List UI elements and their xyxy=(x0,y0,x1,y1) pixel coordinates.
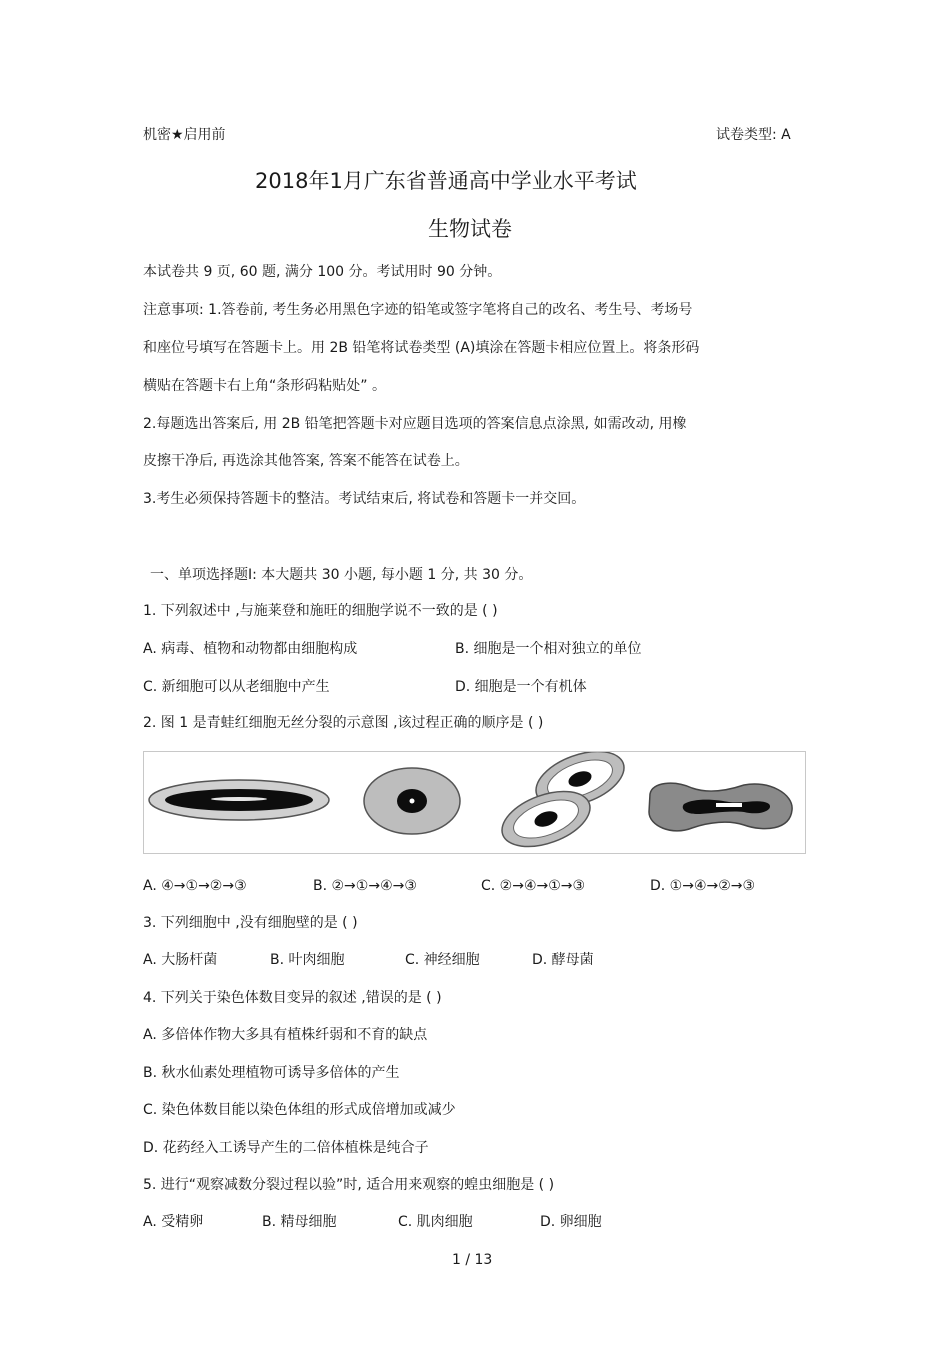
q1-option-d: D. 细胞是一个有机体 xyxy=(455,679,587,695)
q2-option-c: C. ②→④→①→③ xyxy=(481,878,586,894)
note-2-line-2: 皮擦干净后, 再选涂其他答案, 答案不能答在试卷上。 xyxy=(143,453,469,469)
q4-option-b: B. 秋水仙素处理植物可诱导多倍体的产生 xyxy=(143,1065,400,1081)
q3-option-d: D. 酵母菌 xyxy=(532,952,594,968)
exam-subtitle: 生物试卷 xyxy=(428,217,512,241)
q3-option-b: B. 叶肉细胞 xyxy=(270,952,345,968)
q3-option-c: C. 神经细胞 xyxy=(405,952,480,968)
q3-option-a: A. 大肠杆菌 xyxy=(143,952,218,968)
cell-figure-3 xyxy=(495,752,632,853)
q4-option-d: D. 花药经入工诱导产生的二倍体植株是纯合子 xyxy=(143,1140,429,1156)
note-1-line-2: 和座位号填写在答题卡上。用 2B 铅笔将试卷类型 (A)填涂在答题卡相应位置上。将条形码 xyxy=(143,340,700,356)
note-2-line-1: 2.每题选出答案后, 用 2B 铅笔把答题卡对应题目选项的答案信息点涂黑, 如需改动, 用橡 xyxy=(143,416,687,432)
cell-figure-4 xyxy=(649,783,792,831)
exam-info: 本试卷共 9 页, 60 题, 满分 100 分。考试用时 90 分钟。 xyxy=(143,264,502,280)
q3-stem: 3. 下列细胞中 ,没有细胞壁的是 ( ) xyxy=(143,915,358,931)
note-1-line-1: 注意事项: 1.答卷前, 考生务必用黑色字迹的铅笔或签字笔将自己的改名、考生号、考场号 xyxy=(143,302,693,318)
q2-option-b: B. ②→①→④→③ xyxy=(313,878,417,894)
cell-figure-2 xyxy=(364,768,460,834)
q2-option-a: A. ④→①→②→③ xyxy=(143,878,247,894)
q2-option-d: D. ①→④→②→③ xyxy=(650,878,756,894)
q5-option-d: D. 卵细胞 xyxy=(540,1214,602,1230)
paper-type-label: 试卷类型: A xyxy=(716,127,791,143)
confidential-label: 机密★启用前 xyxy=(143,127,226,143)
exam-title: 2018年1月广东省普通高中学业水平考试 xyxy=(255,169,637,193)
q5-stem: 5. 进行“观察减数分裂过程以验”时, 适合用来观察的蝗虫细胞是 ( ) xyxy=(143,1177,555,1193)
note-1-line-3: 横贴在答题卡右上角“条形码粘贴处” 。 xyxy=(143,378,386,394)
q5-option-b: B. 精母细胞 xyxy=(262,1214,337,1230)
note-3: 3.考生必须保持答题卡的整洁。考试结束后, 将试卷和答题卡一并交回。 xyxy=(143,491,586,507)
q2-stem: 2. 图 1 是青蛙红细胞无丝分裂的示意图 ,该过程正确的顺序是 ( ) xyxy=(143,715,544,731)
page-number: 1 / 13 xyxy=(452,1252,493,1268)
section-1-heading: 一、单项选择题Ⅰ: 本大题共 30 小题, 每小题 1 分, 共 30 分。 xyxy=(150,567,533,583)
q1-option-c: C. 新细胞可以从老细胞中产生 xyxy=(143,679,330,695)
q5-option-a: A. 受精卵 xyxy=(143,1214,204,1230)
q4-stem: 4. 下列关于染色体数目变异的叙述 ,错误的是 ( ) xyxy=(143,990,442,1006)
q1-stem: 1. 下列叙述中 ,与施莱登和施旺的细胞学说不一致的是 ( ) xyxy=(143,603,498,619)
q4-option-a: A. 多倍体作物大多具有植株纤弱和不育的缺点 xyxy=(143,1027,428,1043)
amitosis-figure xyxy=(143,751,806,854)
q1-option-b: B. 细胞是一个相对独立的单位 xyxy=(455,641,642,657)
q1-option-a: A. 病毒、植物和动物都由细胞构成 xyxy=(143,641,358,657)
q4-option-c: C. 染色体数目能以染色体组的形式成倍增加或减少 xyxy=(143,1102,456,1118)
amitosis-diagram xyxy=(144,752,805,853)
q5-option-c: C. 肌肉细胞 xyxy=(398,1214,473,1230)
cell-figure-1 xyxy=(149,780,329,820)
